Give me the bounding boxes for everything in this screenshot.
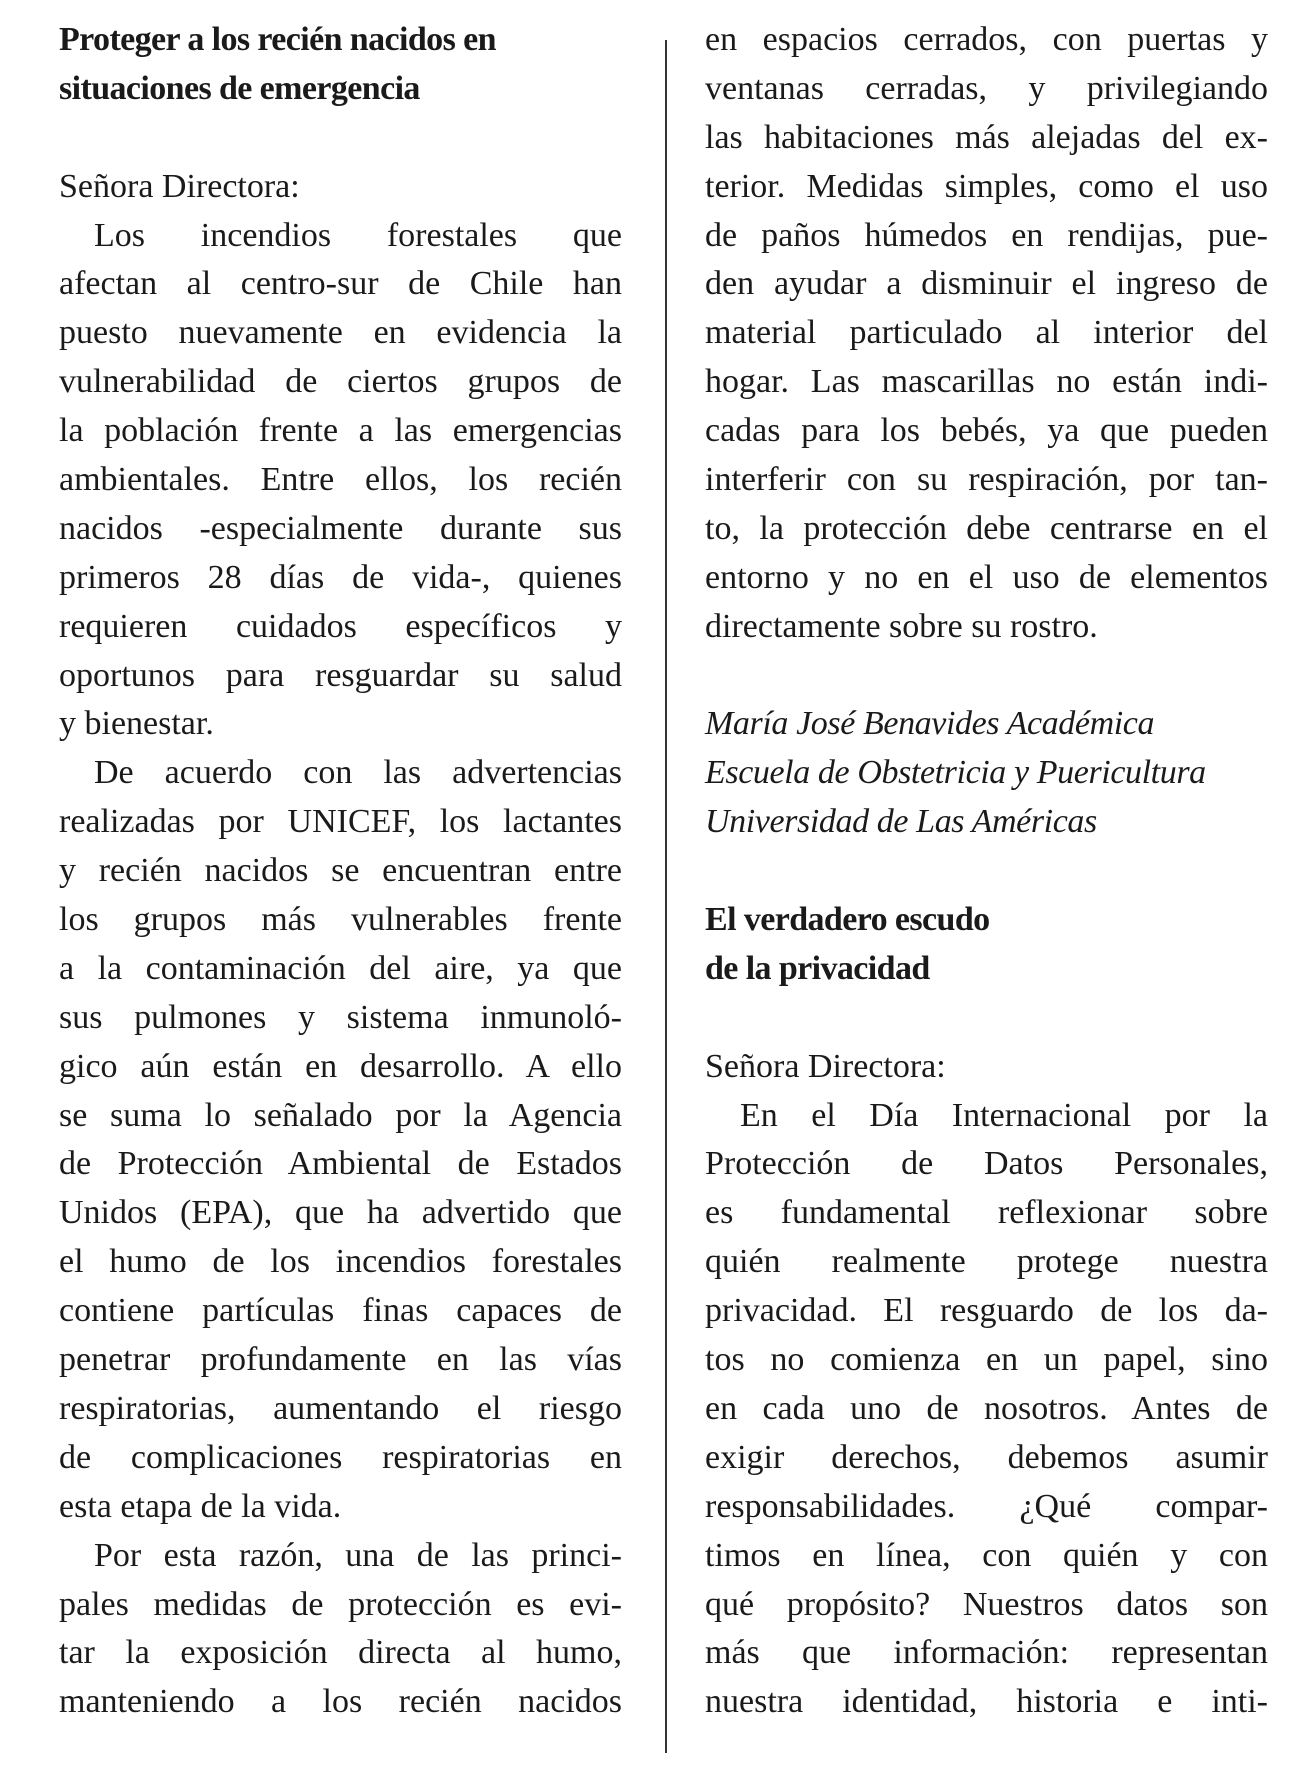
paragraph-line: manteniendo a los recién nacidos <box>59 1683 622 1721</box>
signature-line: María José Benavides Académica <box>705 705 1155 743</box>
paragraph-line: entorno y no en el uso de elementos <box>705 558 1268 596</box>
paragraph-line: cadas para los bebés, ya que pueden <box>705 412 1268 450</box>
paragraph-line: qué propósito? Nuestros datos son <box>705 1585 1268 1623</box>
paragraph <box>705 16 1268 652</box>
paragraph <box>705 1092 1268 1728</box>
paragraph-line: los grupos más vulnerables frente <box>59 901 622 939</box>
paragraph-line: vulnerabilidad de ciertos grupos de <box>59 363 622 401</box>
letter-title <box>59 16 622 114</box>
spacer <box>705 994 1268 1043</box>
paragraph-line: el humo de los incendios forestales <box>59 1243 622 1281</box>
right-column <box>705 16 1268 1727</box>
paragraph-line: den ayudar a disminuir el ingreso de <box>705 265 1268 303</box>
salutation-line: Señora Directora: <box>59 167 300 205</box>
paragraph-line: timos en línea, con quién y con <box>705 1536 1268 1574</box>
paragraph-line: terior. Medidas simples, como el uso <box>705 167 1268 205</box>
paragraph-line: de paños húmedos en rendijas, pue- <box>705 216 1268 254</box>
paragraph-line: realizadas por UNICEF, los lactantes <box>59 803 622 841</box>
paragraph-line: y bienestar. <box>59 705 214 743</box>
title-line: situaciones de emergencia <box>59 69 420 107</box>
paragraph-line: primeros 28 días de vida-, quienes <box>59 558 622 596</box>
paragraph-line: directamente sobre su rostro. <box>705 607 1098 645</box>
paragraph-line: De acuerdo con las advertencias <box>94 754 622 792</box>
paragraph-line: sus pulmones y sistema inmunoló- <box>59 998 622 1036</box>
paragraph <box>59 1532 622 1728</box>
paragraph-line: esta etapa de la vida. <box>59 1487 342 1525</box>
paragraph-line: ventanas cerradas, y privilegiando <box>705 69 1268 107</box>
paragraph <box>59 749 622 1531</box>
paragraph-line: de Protección Ambiental de Estados <box>59 1145 622 1183</box>
paragraph-line: respiratorias, aumentando el riesgo <box>59 1389 622 1427</box>
paragraph-line: En el Día Internacional por la <box>740 1096 1268 1134</box>
paragraph-line: la población frente a las emergencias <box>59 412 622 450</box>
paragraph-line: privacidad. El resguardo de los da- <box>705 1292 1268 1330</box>
paragraph-line: hogar. Las mascarillas no están indi- <box>705 363 1268 401</box>
paragraph-line: y recién nacidos se encuentran entre <box>59 852 622 890</box>
paragraph-line: interferir con su respiración, por tan- <box>705 461 1268 499</box>
paragraph-line: las habitaciones más alejadas del ex- <box>705 118 1268 156</box>
spacer <box>705 847 1268 896</box>
paragraph-line: Los incendios forestales que <box>94 216 622 254</box>
title-line: El verdadero escudo <box>705 901 990 939</box>
paragraph-line: puesto nuevamente en evidencia la <box>59 314 622 352</box>
paragraph-line: gico aún están en desarrollo. A ello <box>59 1047 622 1085</box>
paragraph-line: ambientales. Entre ellos, los recién <box>59 461 622 499</box>
paragraph-line: penetrar profundamente en las vías <box>59 1341 622 1379</box>
paragraph-line: material particulado al interior del <box>705 314 1268 352</box>
paragraph-line: se suma lo señalado por la Agencia <box>59 1096 622 1134</box>
paragraph-line: es fundamental reflexionar sobre <box>705 1194 1268 1232</box>
paragraph-line: en espacios cerrados, con puertas y <box>705 21 1268 58</box>
paragraph-line: requieren cuidados específicos y <box>59 607 622 645</box>
signature-line: Universidad de Las Américas <box>705 803 1097 841</box>
paragraph-line: nacidos -especialmente durante sus <box>59 509 622 547</box>
paragraph-line: afectan al centro-sur de Chile han <box>59 265 622 303</box>
paragraph <box>59 212 622 750</box>
paragraph-line: nuestra identidad, historia e inti- <box>705 1683 1268 1721</box>
paragraph-line: contiene partículas finas capaces de <box>59 1292 622 1330</box>
salutation <box>705 1043 1268 1092</box>
spacer <box>59 114 622 163</box>
paragraph-line: Protección de Datos Personales, <box>705 1145 1268 1183</box>
title-line: de la privacidad <box>705 949 930 987</box>
letter-title <box>705 896 1268 994</box>
paragraph-line: quién realmente protege nuestra <box>705 1243 1268 1281</box>
salutation-line: Señora Directora: <box>705 1047 946 1085</box>
paragraph-line: Unidos (EPA), que ha advertido que <box>59 1194 622 1232</box>
paragraph-line: Por esta razón, una de las princi- <box>94 1536 622 1574</box>
left-column <box>59 16 622 1727</box>
paragraph-line: de complicaciones respiratorias en <box>59 1438 622 1476</box>
signature-line: Escuela de Obstetricia y Puericultura <box>705 754 1206 792</box>
paragraph-line: tos no comienza en un papel, sino <box>705 1341 1268 1379</box>
paragraph-line: responsabilidades. ¿Qué compar- <box>705 1487 1268 1525</box>
paragraph-line: a la contaminación del aire, ya que <box>59 949 622 987</box>
paragraph-line: más que información: representan <box>705 1634 1268 1672</box>
signature <box>705 700 1268 847</box>
title-line: Proteger a los recién nacidos en <box>59 21 496 58</box>
column-divider <box>665 40 667 1753</box>
salutation <box>59 163 622 212</box>
paragraph-line: pales medidas de protección es evi- <box>59 1585 622 1623</box>
paragraph-line: oportunos para resguardar su salud <box>59 656 622 694</box>
paragraph-line: en cada uno de nosotros. Antes de <box>705 1389 1268 1427</box>
spacer <box>705 652 1268 701</box>
paragraph-line: exigir derechos, debemos asumir <box>705 1438 1268 1476</box>
paragraph-line: to, la protección debe centrarse en el <box>705 509 1268 547</box>
paragraph-line: tar la exposición directa al humo, <box>59 1634 622 1672</box>
